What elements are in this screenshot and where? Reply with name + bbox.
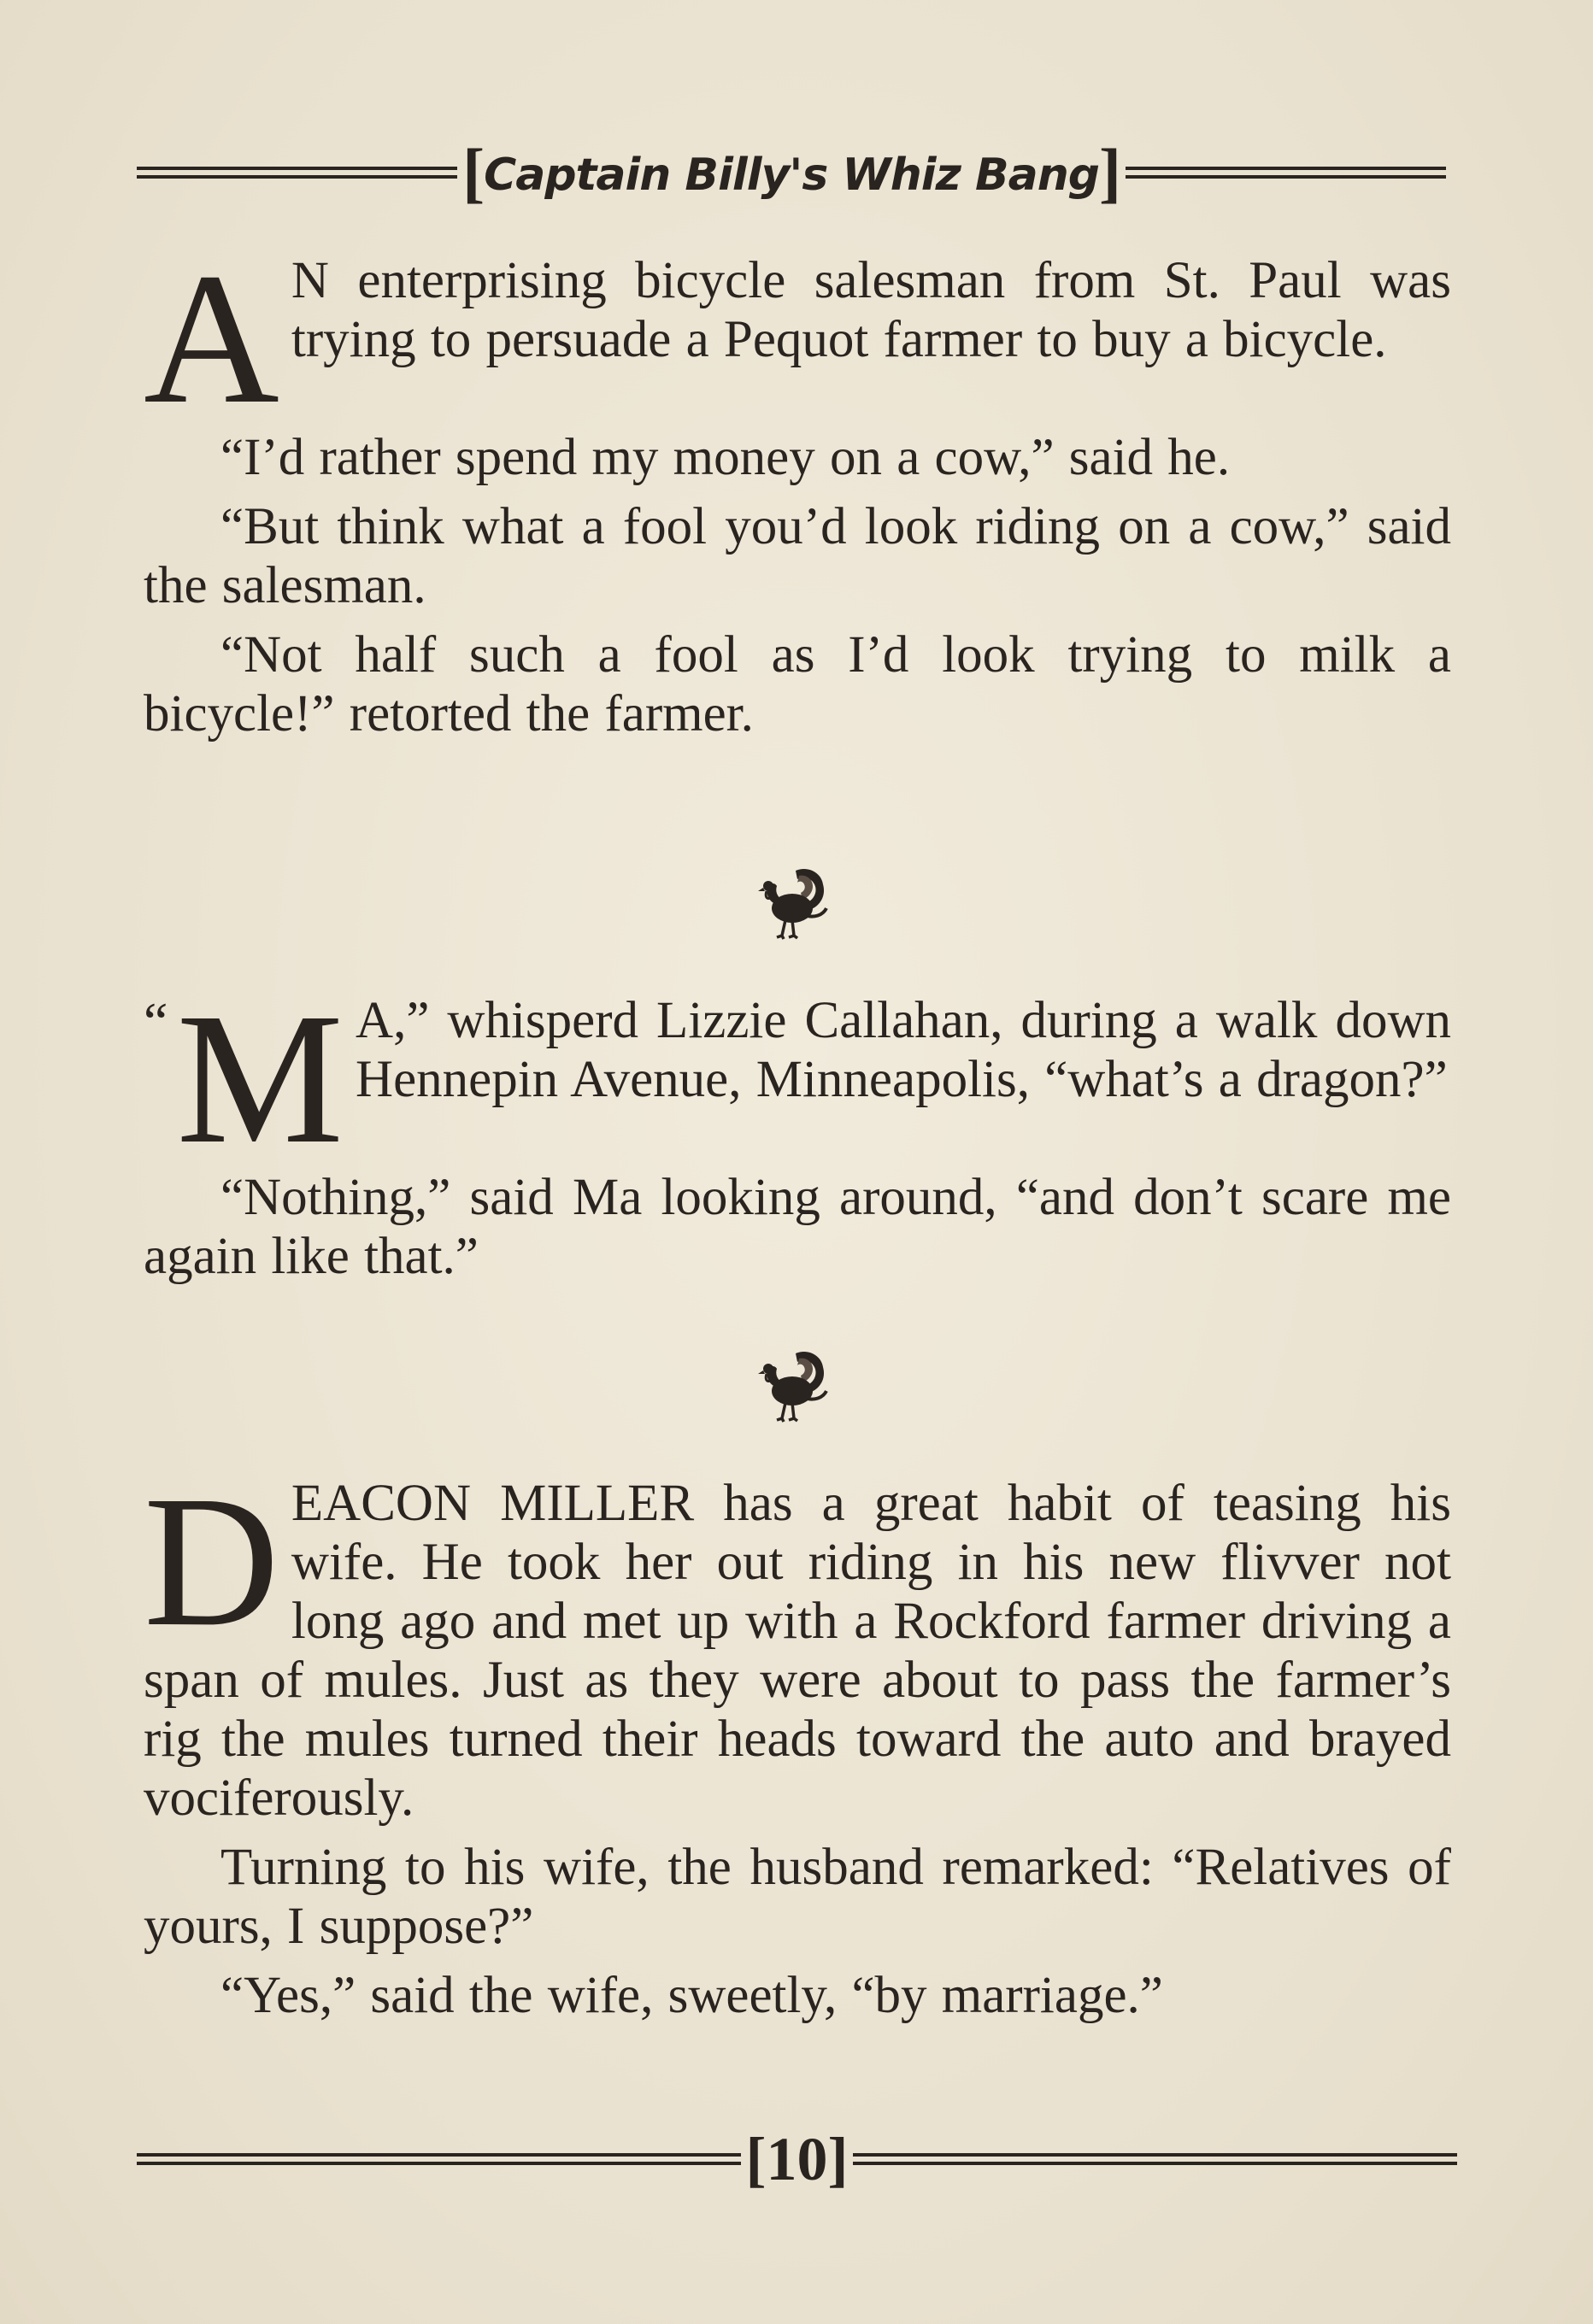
header-rule-left (137, 166, 457, 179)
drop-cap: M (176, 974, 344, 1183)
opening-paragraph: A,” whisperd Lizzie Callahan, during a walk down Hennepin Avenue, Minneapolis, “what’s a dragon?” (356, 992, 1451, 1108)
turkey-icon (755, 859, 832, 944)
page-footer (137, 2121, 1457, 2198)
footer-rule-right (853, 2152, 1457, 2166)
page-header (137, 135, 1446, 209)
turkey-icon (755, 1341, 832, 1427)
header-bracket-close: ] (1098, 135, 1120, 209)
header-rule-right (1126, 166, 1446, 179)
opening-quote: “ (144, 991, 168, 1052)
joke-opening (144, 234, 1451, 443)
opening-paragraph: N enterprising bicycle salesman from St. Paul was trying to persuade a Pequot farmer to buy a bicycle. (291, 252, 1451, 368)
joke-deacon-miller (144, 1457, 1451, 2025)
paragraph: “Yes,” said the wife, sweetly, “by marriage.” (220, 1967, 1163, 2024)
joke-opening (144, 974, 1451, 1183)
footer-rule-left (137, 2152, 741, 2166)
opening-paragraph: EACON MILLER has a great habit of teasing his wife. He took her out riding in his new flivver not long ago and met up with a Rockford farmer driving a span of mules. Just as they were about to pass the farmer’s rig the mules turned their heads toward the auto and brayed vociferously. (144, 1475, 1451, 1827)
drop-cap: D (144, 1457, 279, 1665)
paragraph: “But think what a fool you’d look riding on a cow,” said the salesman. (144, 498, 1451, 614)
running-head-title: Captain Billy's Whiz Bang (484, 150, 1099, 201)
joke-bicycle (144, 234, 1451, 743)
drop-cap: A (144, 234, 279, 443)
paragraph: “Not half such a fool as I’d look trying to milk a bicycle!” retorted the farmer. (144, 626, 1451, 742)
joke-dragon (144, 974, 1451, 1286)
paragraph: Turning to his wife, the husband remarked: “Relatives of yours, I suppose?” (144, 1839, 1451, 1955)
joke-opening (144, 1457, 1451, 1828)
paragraph: “I’d rather spend my money on a cow,” said he. (220, 429, 1231, 486)
paragraph: “Nothing,” said Ma looking around, “and don’t scare me again like that.” (144, 1169, 1451, 1285)
running-head (462, 135, 1120, 209)
header-bracket-open: [ (462, 135, 485, 209)
page-number: [10] (745, 2125, 849, 2193)
